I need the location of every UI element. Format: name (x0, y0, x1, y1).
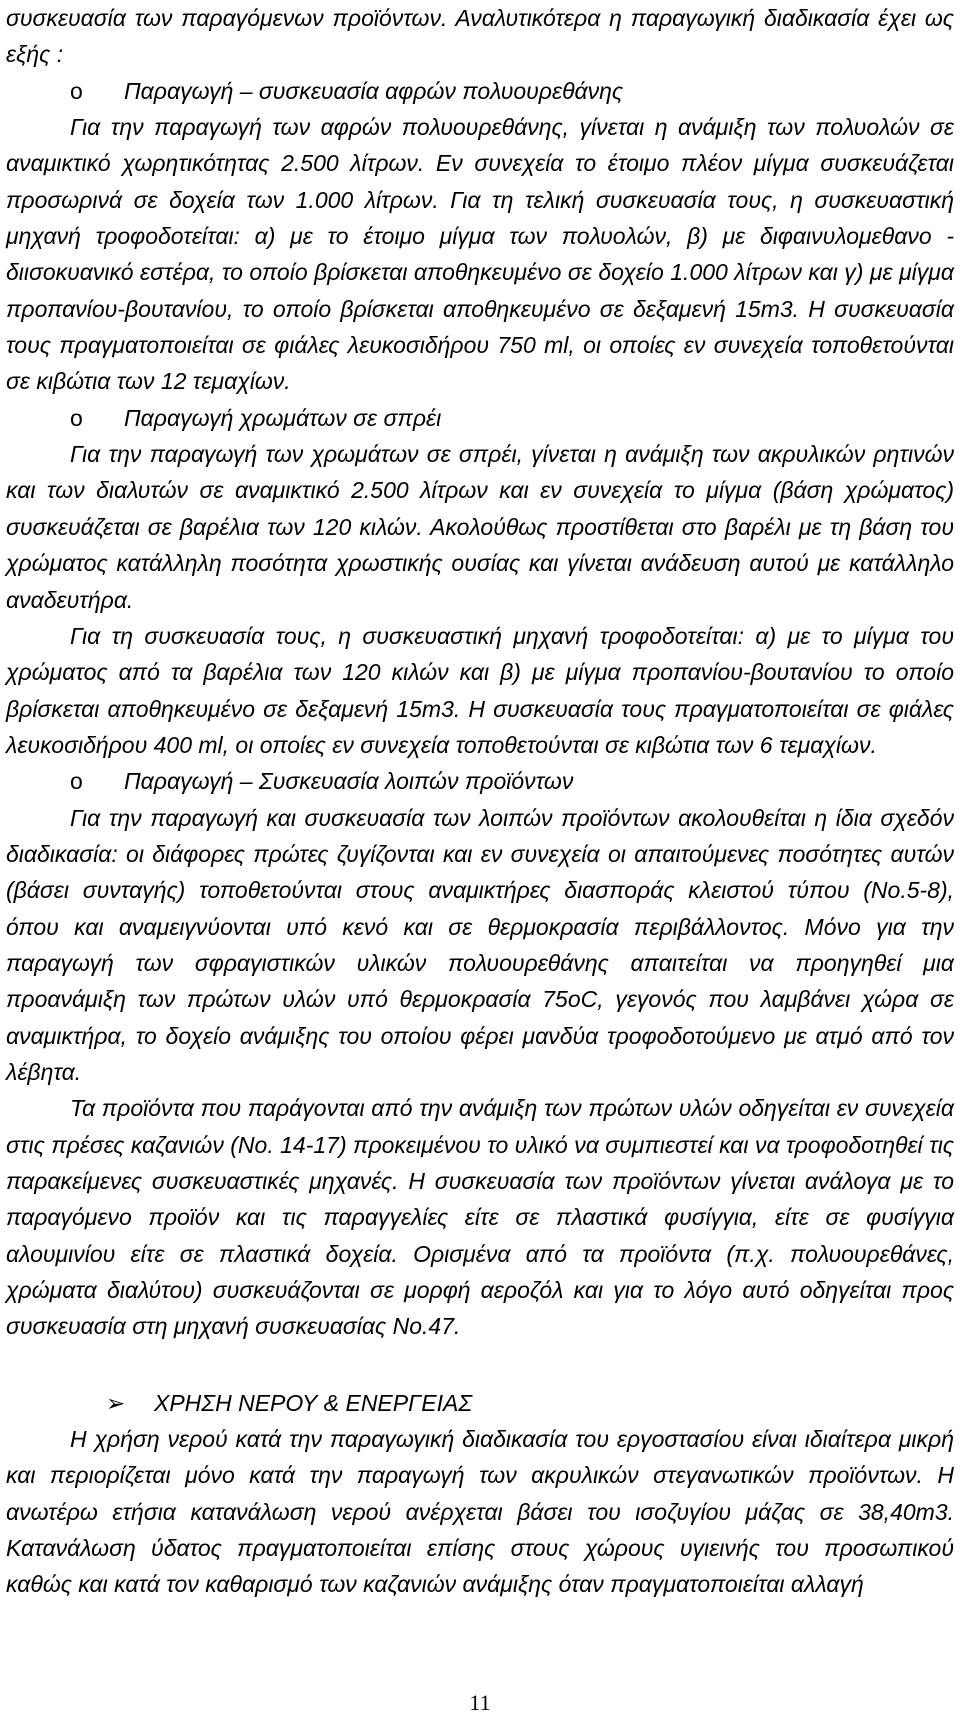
bullet-marker: o (70, 404, 83, 431)
paragraph-foam: Για την παραγωγή των αφρών πολυουρεθάνης, γίνεται η ανάμιξη των πολυολών σε αναμικτικό χωρητικότητας 2.500 λίτρων. Εν συνεχεία το έτοιμο πλέον μίγμα συσκευάζεται προσωρινά σε δοχεία των 1.000 λίτρων. Για τη τελική συσκευασία τους, η συσκευαστική μηχανή τροφοδοτείται: α) με το έτοιμο μίγμα των πολυολών, β) με διφαινυλομεθανο - διισοκυανικό εστέρα, το οποίο βρίσκεται αποθηκευμένο σε δοχείο 1.000 λίτρων και γ) με μίγμα προπανίου-βουτανίου, το οποίο βρίσκεται αποθηκευμένο σε δεξαμενή 15m3. Η συσκευασία τους πραγματοποιείται σε φιάλες λευκοσιδήρου 750 ml, οι οποίες εν συνεχεία τοποθετούνται σε κιβώτια των 12 τεμαχίων. (6, 114, 954, 395)
section-heading-water-energy (6, 1385, 954, 1421)
paragraph-spray-1: Για την παραγωγή των χρωμάτων σε σπρέι, γίνεται η ανάμιξη των ακρυλικών ρητινών και των διαλυτών σε αναμικτικό 2.500 λίτρων και εν συνεχεία το μίγμα (βάση χρώματος) συσκευάζεται σε βαρέλια των 120 κιλών. Ακολούθως προστίθεται στο βαρέλι με τη βάση του χρώματος κατάλληλη ποσότητα χρωστικής ουσίας και γίνεται ανάδευση αυτού με κατάλληλο αναδευτήρα. (6, 441, 954, 613)
paragraph-spray-2: Για τη συσκευασία τους, η συσκευαστική μηχανή τροφοδοτείται: α) με το μίγμα του χρώματος από τα βαρέλια των 120 κιλών και β) με μίγμα προπανίου-βουτανίου το οποίο βρίσκεται αποθηκευμένο σε δεξαμενή 15m3. Η συσκευασία τους πραγματοποιείται σε φιάλες λευκοσιδήρου 400 ml, οι οποίες εν συνεχεία τοποθετούνται σε κιβώτια των 6 τεμαχίων. (6, 622, 954, 758)
bullet-foam (6, 73, 954, 109)
bullet-marker: o (70, 77, 83, 104)
paragraph-other-1: Για την παραγωγή και συσκευασία των λοιπών προϊόντων ακολουθείται η ίδια σχεδόν διαδικασία: οι διάφορες πρώτες ζυγίζονται και εν συνεχεία οι απαιτούμενες ποσότητες αυτών (βάσει συνταγής) τοποθετούνται στους αναμικτήρες διασποράς κλειστού τύπου (No.5-8), όπου και αναμειγνύονται υπό κενό και σε θερμοκρασία περιβάλλοντος. Μόνο για την παραγωγή των σφραγιστικών υλικών πολυουρεθάνης απαιτείται να προηγηθεί μια προανάμιξη των πρώτων υλών υπό θερμοκρασία 75oC, γεγονός που λαμβάνει χώρα σε αναμικτήρα, το δοχείο ανάμιξης του οποίου φέρει μανδύα τροφοδοτούμενο με ατμό από τον λέβητα. (6, 804, 954, 1085)
bullet-other (6, 763, 954, 799)
bullet-other-label: Παραγωγή – Συσκευασία λοιπών προϊόντων (124, 768, 574, 795)
bullet-spray (6, 400, 954, 436)
bullet-marker: o (70, 768, 83, 795)
bullet-spray-label: Παραγωγή χρωμάτων σε σπρέι (124, 404, 442, 431)
arrow-bullet-icon: ➢ (106, 1389, 126, 1416)
page-number: 11 (469, 1690, 491, 1715)
paragraph-other-2: Τα προϊόντα που παράγονται από την ανάμιξη των πρώτων υλών οδηγείται εν συνεχεία στις πρέσες καζανιών (No. 14-17) προκειμένου το υλικό να συμπιεστεί και να τροφοδοτηθεί τις παρακείμενες συσκευαστικές μηχανές. Η συσκευασία των προϊόντων γίνεται ανάλογα με το παραγόμενο προϊόν και τις παραγγελίες είτε σε πλαστικά φυσίγγια, είτε σε φυσίγγια αλουμινίου είτε σε πλαστικά δοχεία. Ορισμένα από τα προϊόντα (π.χ. πολυουρεθάνες, χρώματα διαλύτου) συσκευάζονται σε μορφή αεροζόλ και για το λόγο αυτό οδηγείται προς συσκευασία στη μηχανή συσκευασίας No.47. (6, 1095, 954, 1340)
section-heading-text: ΧΡΗΣΗ ΝΕΡΟΥ & ΕΝΕΡΓΕΙΑΣ (154, 1389, 473, 1416)
paragraph-intro: συσκευασία των παραγόμενων προϊόντων. Αναλυτικότερα η παραγωγική διαδικασία έχει ως εξής : (6, 5, 954, 68)
paragraph-water: Η χρήση νερού κατά την παραγωγική διαδικασία του εργοστασίου είναι ιδιαίτερα μικρή και περιορίζεται μόνο κατά την παραγωγή των ακρυλικών στεγανωτικών προϊόντων. Η ανωτέρω ετήσια κατανάλωση νερού ανέρχεται βάσει του ισοζυγίου μάζας σε 38,40m3. Κατανάλωση ύδατος πραγματοποιείται επίσης στους χώρους υγιεινής του προσωπικού καθώς και κατά τον καθαρισμό των καζανιών ανάμιξης όταν πραγματοποιείται αλλαγή (6, 1426, 954, 1598)
document-page (6, 0, 954, 1603)
bullet-foam-label: Παραγωγή – συσκευασία αφρών πολυουρεθάνης (124, 77, 624, 104)
